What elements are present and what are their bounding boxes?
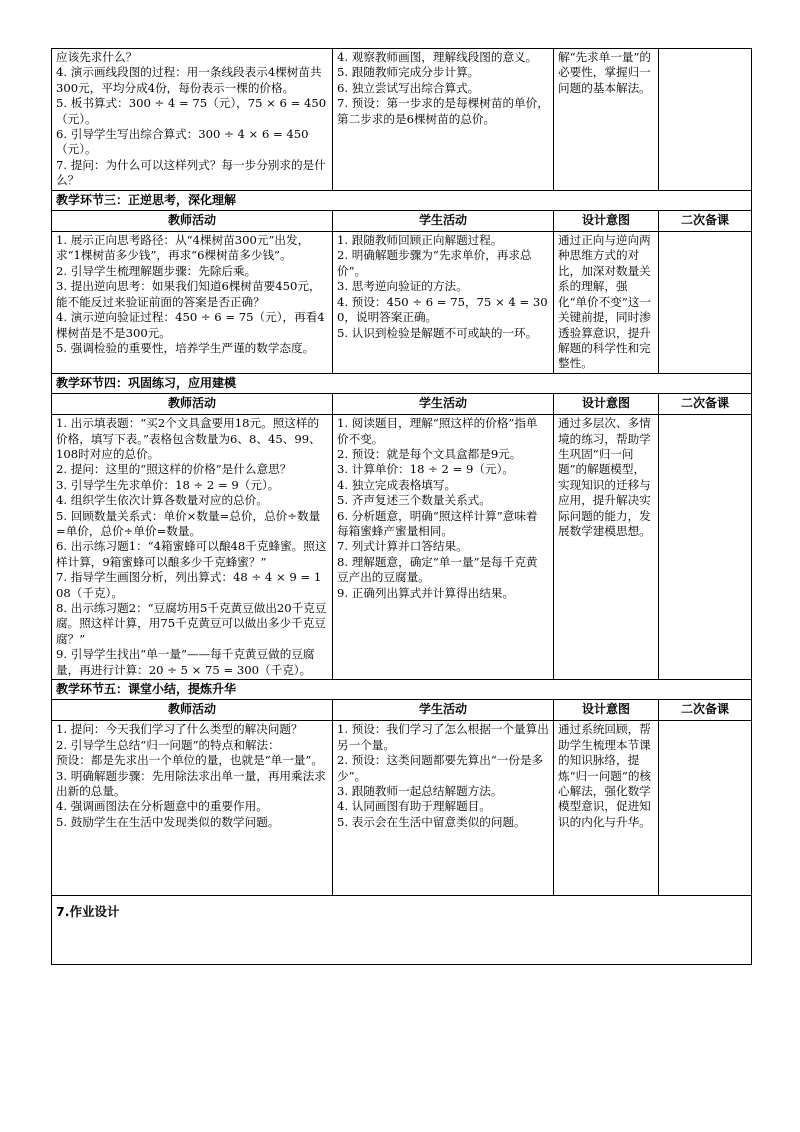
- lesson-plan-page: [51, 48, 751, 965]
- teacher-line: 2. 引导学生梳理解题步骤：先除后乘。: [56, 263, 257, 278]
- student-line: 3. 跟随教师一起总结解题方法。: [337, 784, 503, 799]
- header-student-activity: 学生活动: [333, 211, 554, 232]
- student-line: 3. 计算单价：18 ÷ 2 = 9（元）。: [337, 462, 514, 477]
- section5-header-row: [52, 700, 752, 721]
- section4-title: 教学环节四：巩固练习，应用建模: [52, 373, 752, 393]
- student-line: 1. 预设：我们学习了怎么根据一个量算出另一个量。: [337, 722, 549, 752]
- student-line: 1. 跟随教师回顾正向解题过程。: [337, 233, 503, 248]
- section3-title: 教学环节三：正逆思考，深化理解: [52, 190, 752, 210]
- teacher-line: 1. 提问：今天我们学习了什么类型的解决问题？: [56, 722, 303, 737]
- header-second-prep: 二次备课: [659, 394, 752, 415]
- teacher-activity-cell: [52, 232, 333, 374]
- teacher-line: 2. 引导学生总结“归一问题”的特点和解法：: [56, 737, 280, 752]
- student-activity-cell: [333, 415, 554, 680]
- teacher-line: 应该先求什么？: [56, 50, 138, 64]
- student-line: 2. 预设：这类问题都要先算出“一份是多少”。: [337, 753, 544, 783]
- student-line: 5. 齐声复述三个数量关系式。: [337, 493, 491, 508]
- header-student-activity: 学生活动: [333, 394, 554, 415]
- teacher-line: 5. 鼓励学生在生活中发现类似的数学问题。: [56, 814, 280, 829]
- header-design-intent: 设计意图: [554, 394, 659, 415]
- teacher-line: 2. 提问：这里的“照这样的价格”是什么意思？: [56, 462, 292, 477]
- student-line: 2. 明确解题步骤为“先求单价，再求总价”。: [337, 248, 532, 278]
- header-design-intent: 设计意图: [554, 700, 659, 721]
- review-cell: [659, 49, 752, 191]
- design-intent-cell: [554, 721, 659, 896]
- student-line: 5. 表示会在生活中留意类似的问题。: [337, 814, 526, 829]
- teacher-activity-cell: [52, 415, 333, 680]
- student-line: 5. 跟随教师完成分步计算。: [337, 65, 480, 80]
- teacher-line: 6. 引导学生写出综合算式：300 ÷ 4 × 6 = 450（元）。: [56, 127, 309, 157]
- header-design-intent: 设计意图: [554, 211, 659, 232]
- section3-content-row: [52, 232, 752, 374]
- student-line: 6. 独立尝试写出综合算式。: [337, 80, 480, 95]
- student-line: 4. 预设：450 ÷ 6 = 75，75 × 4 = 300，说明答案正确。: [337, 294, 548, 325]
- header-teacher-activity: 教师活动: [52, 700, 333, 721]
- student-line: 4. 观察教师画图，理解线段图的意义。: [337, 50, 538, 64]
- student-activity-cell: [333, 721, 554, 896]
- student-line: 7. 列式计算并口答结果。: [337, 539, 468, 554]
- student-line: 8. 理解题意，确定“单一量”是每千克黄豆产出的豆腐量。: [337, 554, 538, 585]
- section3-header-row: [52, 211, 752, 232]
- student-line: 9. 正确列出算式并计算得出结果。: [337, 585, 515, 600]
- teacher-line: 4. 组织学生依次计算各数量对应的总价。: [56, 493, 268, 508]
- teacher-line: 1. 展示正向思考路径：从“4棵树苗300元”出发，求“1棵树苗多少钱”，再求“6棵树苗多少钱”。: [56, 233, 310, 263]
- student-activity-cell: [333, 232, 554, 374]
- teacher-line: 8. 出示练习题2：“豆腐坊用5千克黄豆做出20千克豆腐。照这样计算，用75千克黄豆可以做出多少千克豆腐？”: [56, 601, 327, 646]
- design-intent-cell: [554, 49, 659, 191]
- student-line: 2. 预设：就是每个文具盒都是9元。: [337, 446, 522, 461]
- teacher-line: 5. 强调检验的重要性，培养学生严谨的数学态度。: [56, 340, 315, 355]
- section4-header-row: [52, 394, 752, 415]
- teacher-line: 5. 板书算式：300 ÷ 4 = 75（元），75 × 6 = 450（元）。: [56, 96, 327, 126]
- intent-text: 通过多层次、多情境的练习，帮助学生巩固“归一问题”的解题模型，实现知识的迁移与应用，提升解决实际问题的能力，发展数学建模思想。: [558, 416, 651, 538]
- teacher-line: 9. 引导学生找出“单一量”——每千克黄豆做的豆腐量，再进行计算：20 ÷ 5 × 75 = 300（千克）。: [56, 647, 315, 677]
- section5-content-row: [52, 721, 752, 896]
- section2-content-row: [52, 49, 752, 191]
- teacher-line: 3. 明确解题步骤：先用除法求出单一量，再用乘法求出新的总量。: [56, 768, 326, 799]
- student-line: 3. 思考逆向验证的方法。: [337, 279, 468, 294]
- student-activity-cell: [333, 49, 554, 191]
- design-intent-cell: [554, 415, 659, 680]
- student-line: 7. 预设：第一步求的是每棵树苗的单价，第二步求的是6棵树苗的总价。: [337, 96, 549, 126]
- section5-title: 教学环节五：课堂小结，提炼升华: [52, 680, 752, 700]
- teacher-line: 1. 出示填表题：“买2个文具盒要用18元。照这样的价格，填写下表。”表格包含数量为6、8、45、99、108时对应的总价。: [56, 416, 321, 461]
- teacher-line: 3. 提出逆向思考：如果我们知道6棵树苗要450元，能不能反过来验证前面的答案是否正确？: [56, 279, 321, 309]
- teacher-line: 7. 指导学生画图分析，列出算式：48 ÷ 4 × 9 = 108（千克）。: [56, 570, 322, 600]
- student-line: 1. 阅读题目，理解“照这样的价格”指单价不变。: [337, 416, 538, 446]
- review-cell: [659, 721, 752, 896]
- header-second-prep: 二次备课: [659, 700, 752, 721]
- design-intent-cell: [554, 232, 659, 374]
- teacher-line: 6. 出示练习题1：“4箱蜜蜂可以酿48千克蜂蜜。照这样计算，9箱蜜蜂可以酿多少千克蜂蜜？”: [56, 539, 327, 569]
- student-line: 6. 分析题意，明确“照这样计算”意味着每箱蜜蜂产蜜量相同。: [337, 508, 538, 538]
- homework-section-title: 7.作业设计: [52, 896, 752, 965]
- student-line: 4. 认同画图有助于理解题目。: [337, 799, 491, 814]
- student-line: 4. 独立完成表格填写。: [337, 477, 457, 492]
- student-line: 5. 认识到检验是解题不可或缺的一环。: [337, 325, 538, 340]
- intent-text: 解“先求单一量”的必要性，掌握归一问题的基本解法。: [558, 50, 652, 95]
- header-second-prep: 二次备课: [659, 211, 752, 232]
- review-cell: [659, 415, 752, 680]
- teacher-line: 4. 演示画线段图的过程：用一条线段表示4棵树苗共300元，平均分成4份，每份表示一棵的价格。: [56, 65, 322, 95]
- teacher-line: 4. 演示逆向验证过程：450 ÷ 6 = 75（元），再看4棵树苗是不是300元。: [56, 310, 325, 340]
- lesson-plan-table: [51, 48, 752, 965]
- review-cell: [659, 232, 752, 374]
- section4-content-row: [52, 415, 752, 680]
- header-teacher-activity: 教师活动: [52, 211, 333, 232]
- teacher-line: 7. 提问：为什么可以这样列式？每一步分别求的是什么？: [56, 157, 326, 188]
- teacher-line: 预设：都是先求出一个单位的量，也就是“单一量”。: [56, 753, 323, 768]
- intent-text: 通过正向与逆向两种思维方式的对比，加深对数量关系的理解，强化“单价不变”这一关键前提，同时渗透验算意识，提升解题的科学性和完整性。: [558, 233, 652, 371]
- intent-text: 通过系统回顾，帮助学生梳理本节课的知识脉络，提炼“归一问题”的核心解法，强化数学模型意识，促进知识的内化与升华。: [558, 722, 652, 829]
- header-teacher-activity: 教师活动: [52, 394, 333, 415]
- teacher-line: 3. 引导学生先求单价：18 ÷ 2 = 9（元）。: [56, 477, 280, 492]
- teacher-activity-cell: [52, 49, 333, 191]
- teacher-line: 4. 强调画图法在分析题意中的重要作用。: [56, 799, 268, 814]
- teacher-line: 5. 回顾数量关系式：单价×数量=总价，总价÷数量=单价，总价÷单价=数量。: [56, 508, 321, 538]
- teacher-activity-cell: [52, 721, 333, 896]
- header-student-activity: 学生活动: [333, 700, 554, 721]
